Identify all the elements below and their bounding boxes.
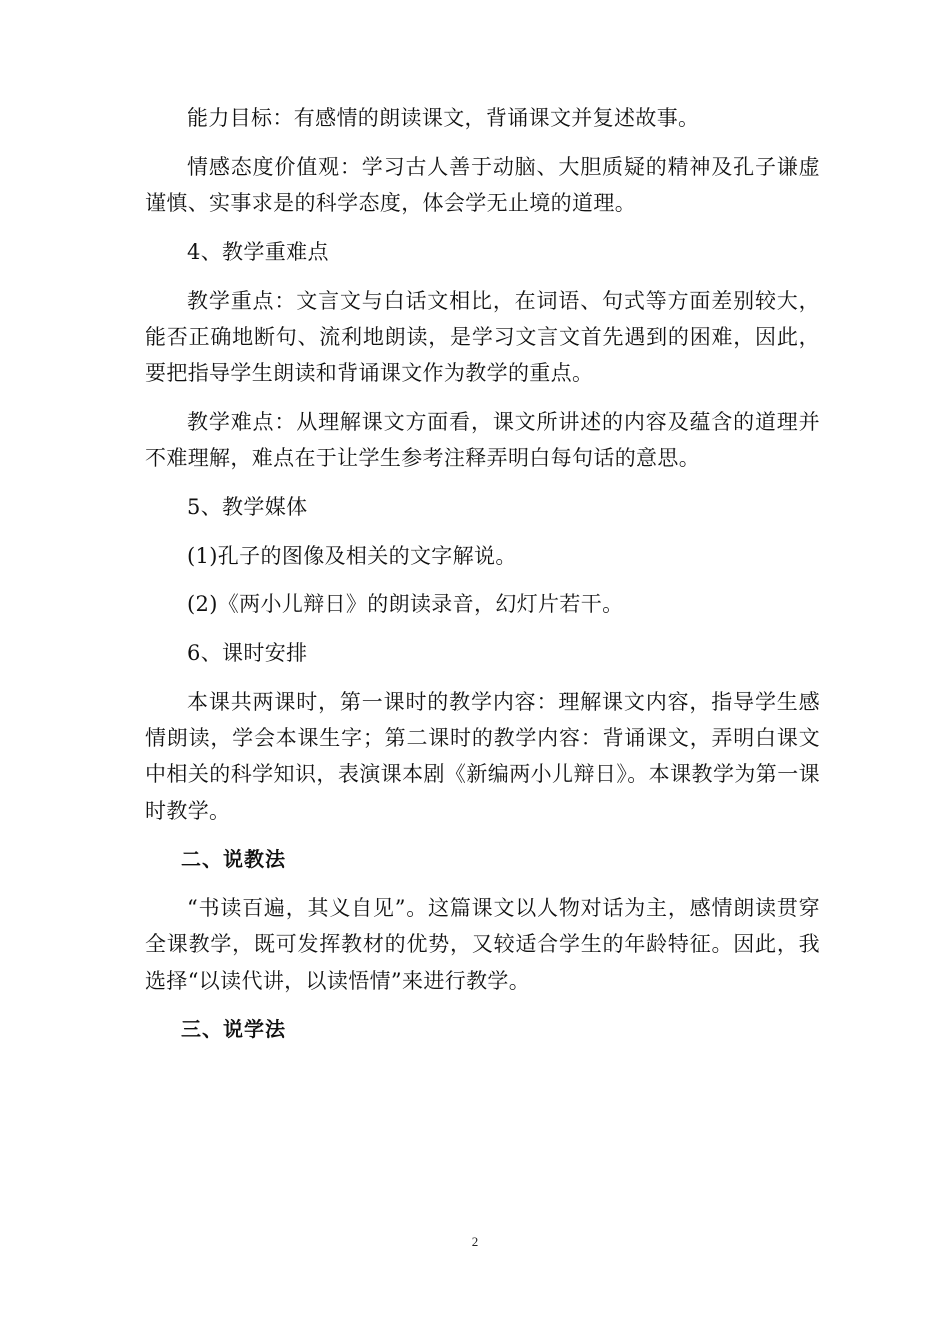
heading-learning-method: 三、说学法	[181, 1017, 286, 1042]
emotion-goal-paragraph: 情感态度价值观：学习古人善于动脑、大胆质疑的精神及孔子谦虚谨慎、实事求是的科学态度，体会学无止境的道理。	[145, 154, 820, 215]
teaching-difficulty-paragraph: 教学难点：从理解课文方面看，课文所讲述的内容及蕴含的道理并不难理解，难点在于让学生参考注释弄明白每句话的意思。	[145, 409, 820, 470]
section-4-title: 4、教学重难点	[187, 239, 329, 264]
media-item-2: (2)《两小儿辩日》的朗读录音，幻灯片若干。	[187, 592, 624, 617]
teaching-method-paragraph: “书读百遍，其义自见”。这篇课文以人物对话为主，感情朗读贯穿全课教学，既可发挥教材的优势，又较适合学生的年龄特征。因此，我选择“以读代讲，以读悟情”来进行教学。	[145, 896, 820, 993]
heading-teaching-method: 二、说教法	[181, 847, 286, 872]
document-page	[145, 100, 820, 1060]
section-6-title: 6、课时安排	[187, 641, 308, 666]
media-item-1: (1)孔子的图像及相关的文字解说。	[187, 543, 517, 568]
section-5-title: 5、教学媒体	[187, 494, 308, 519]
ability-goal-paragraph: 能力目标：有感情的朗读课文，背诵课文并复述故事。	[187, 106, 700, 130]
schedule-paragraph: 本课共两课时，第一课时的教学内容：理解课文内容，指导学生感情朗读，学会本课生字；第二课时的教学内容：背诵课文，弄明白课文中相关的科学知识，表演课本剧《新编两小儿辩日》。本课教学为第一课时教学。	[145, 689, 820, 823]
teaching-focus-paragraph: 教学重点：文言文与白话文相比，在词语、句式等方面差别较大，能否正确地断句、流利地朗读，是学习文言文首先遇到的困难，因此，要把指导学生朗读和背诵课文作为教学的重点。	[145, 288, 820, 385]
page-number: 2	[471, 1234, 479, 1249]
